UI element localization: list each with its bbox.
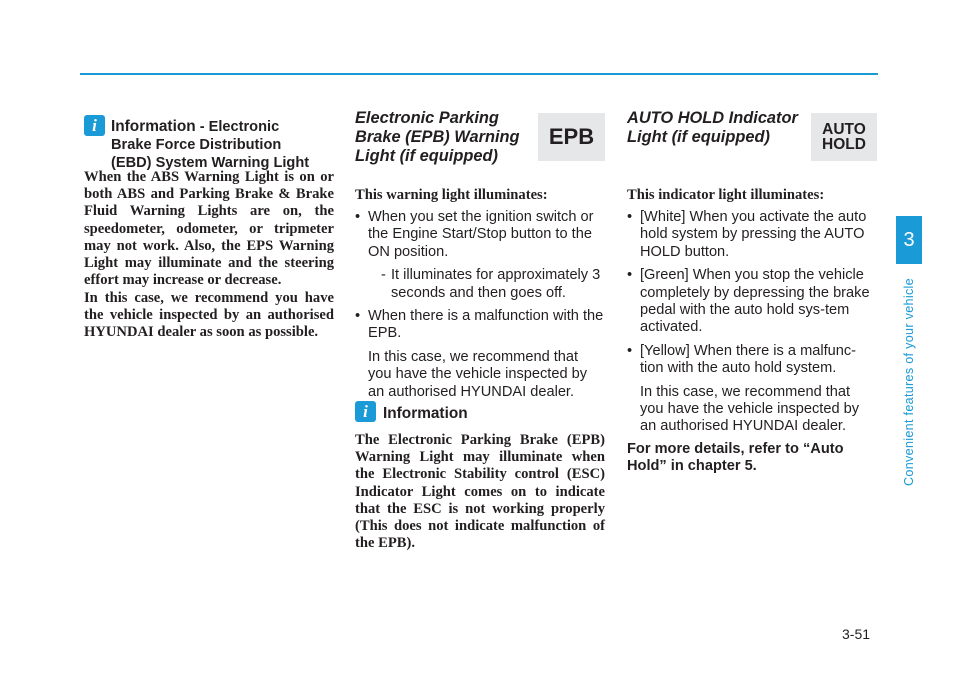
- epb-warning-icon: [538, 113, 605, 161]
- list-item: [355, 209, 605, 302]
- info-label: Information: [111, 118, 196, 135]
- list-item: [355, 308, 605, 401]
- section-title: [355, 109, 530, 166]
- bullet-list: [355, 209, 605, 407]
- list-note: In this case, we recommend that you have the vehicle inspected by an authorised HYUNDAI dealer.: [368, 348, 588, 400]
- list-item-text: [Yellow] When there is a malfunc-tion with the auto hold system.: [640, 342, 857, 377]
- section-title: [627, 109, 807, 147]
- subheading: This warning light illuminates:: [355, 187, 548, 203]
- list-note: In this case, we recommend that you have the vehicle inspected by an authorised HYUNDAI dealer.: [640, 383, 860, 435]
- chapter-tab: 3: [896, 216, 922, 264]
- info-title: - Electronic: [195, 119, 280, 135]
- list-item-text: When there is a malfunction with the EPB.: [368, 308, 604, 342]
- more-details: For more details, refer to “Auto Hold” in chapter 5.: [627, 441, 844, 475]
- section-title-line: Light (if equipped): [627, 128, 770, 146]
- body-paragraph: When the ABS Warning Light is on or both ABS and Parking Brake & Brake Fluid Warning Lights are on, the speedometer, odometer, or tripmeter may not work. Also, the EPS Warning Light may illuminate and the steering effort may increase or decrease.: [84, 169, 334, 289]
- page-number: 3-51: [842, 626, 871, 642]
- section-title-line: AUTO HOLD Indicator: [627, 109, 798, 127]
- info-title-line2: Brake Force Distribution: [111, 137, 282, 153]
- bullet-list: [627, 209, 877, 442]
- info-text: The Electronic Parking Brake (EPB) Warning Light may illuminate when the Electronic Stability control (ESC) Indicator Light comes on to indicate that the ESC is not working properly (This does not indicate malfunction of the EPB).: [355, 432, 605, 552]
- badge-label: AUTO: [822, 121, 866, 138]
- section-title-line: Electronic Parking: [355, 109, 499, 127]
- body-paragraph: In this case, we recommend you have the vehicle inspected by an authorised HYUNDAI dealer as soon as possible.: [84, 290, 334, 341]
- list-sub-item: - It illuminates for approximately 3 seconds and then goes off.: [368, 267, 605, 302]
- list-item: [627, 343, 877, 436]
- list-item: • [White] When you activate the auto hold system by pressing the AUTO HOLD button.: [627, 209, 877, 261]
- chapter-title-text: Convenient features of your vehicle: [902, 278, 916, 486]
- info-heading: [111, 118, 341, 172]
- list-item: • [Green] When you stop the vehicle completely by depressing the brake pedal with the auto hold sys-tem activated.: [627, 267, 877, 337]
- section-title-line: Light (if equipped): [355, 147, 498, 165]
- badge-label: HOLD: [822, 136, 866, 153]
- info-icon: i: [84, 115, 105, 136]
- list-item-text: When you set the ignition switch or the Engine Start/Stop button to the ON position.: [368, 209, 594, 260]
- badge-label: EPB: [548, 124, 595, 149]
- chapter-title: [896, 270, 922, 494]
- header-rule: [80, 73, 878, 75]
- subheading: This indicator light illuminates:: [627, 187, 825, 203]
- section-title-line: Brake (EPB) Warning: [355, 128, 520, 146]
- auto-hold-indicator-icon: [811, 113, 877, 161]
- info-icon: i: [355, 401, 376, 422]
- info-label: Information: [383, 405, 468, 422]
- info-title-line3: (EBD) System Warning Light: [111, 155, 310, 171]
